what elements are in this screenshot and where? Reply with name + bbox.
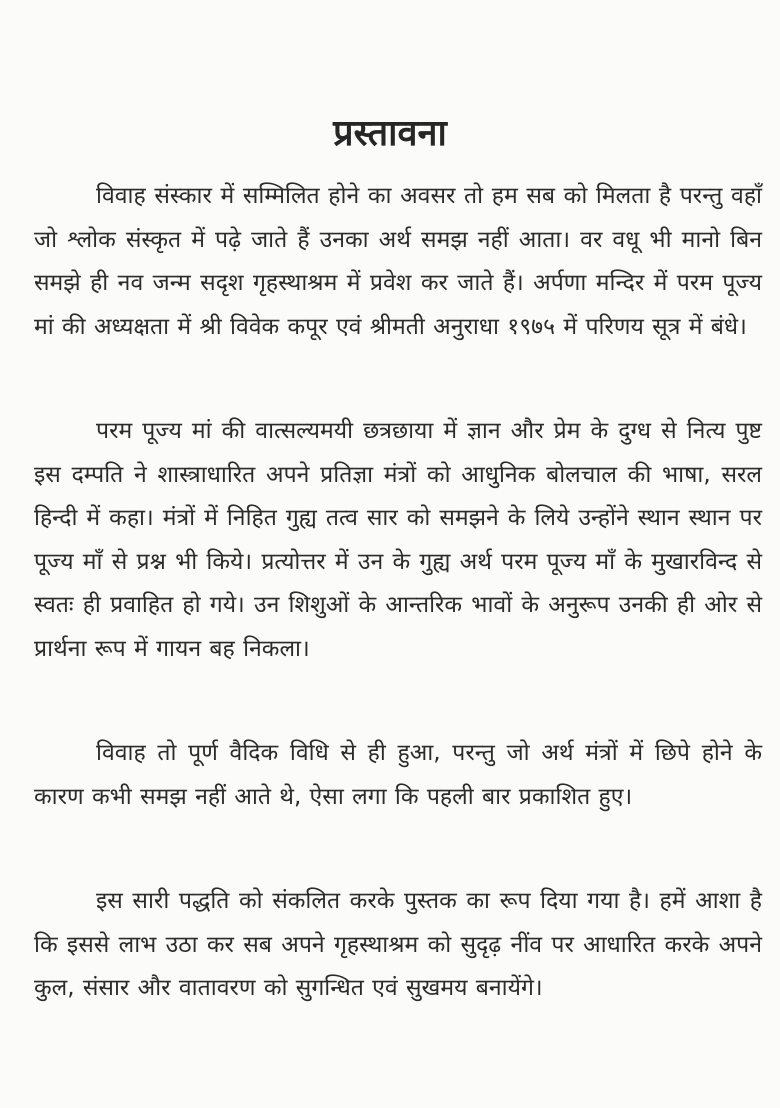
paragraph-2: परम पूज्य मां की वात्सल्यमयी छत्रछाया में ज्ञान और प्रेम के दुग्ध से नित्य पुष्ट इस दम्पति ने शास्त्राधारित अपने प्रतिज्ञा मंत्रों को आधुनिक बोलचाल की भाषा, सरल हिन्दी में कहा। मंत्रों में निहित गुह्य तत्व सार को समझने के लिये उन्होंने स्थान स्थान पर पूज्य माँ से प्रश्न भी किये। प्रत्योत्तर में उन के गुह्य अर्थ परम पूज्य माँ के मुखारविन्द से स्वतः ही प्रवाहित हो गये। उन शिशुओं के आन्तरिक भावों के अनुरूप उनकी ही ओर से प्रार्थना रूप में गायन बह निकला। — [34, 418, 762, 662]
paragraph-3: विवाह तो पूर्ण वैदिक विधि से ही हुआ, परन्तु जो अर्थ मंत्रों में छिपे होने के कारण कभी समझ नहीं आते थे, ऐसा लगा कि पहली बार प्रकाशित हुए। — [34, 740, 762, 810]
paragraph-1: विवाह संस्कार में सम्मिलित होने का अवसर तो हम सब को मिलता है परन्तु वहाँ जो श्लोक संस्कृत में पढ़े जाते हैं उनका अर्थ समझ नहीं आता। वर वधू भी मानो बिन समझे ही नव जन्म सदृश गृहस्थाश्रम में प्रवेश कर जाते हैं। अर्पणा मन्दिर में परम पूज्य मां की अध्यक्षता में श्री विवेक कपूर एवं श्रीमती अनुराधा १९७५ में परिणय सूत्र में बंधे। — [34, 183, 762, 340]
paragraph-4: इस सारी पद्धति को संकलित करके पुस्तक का रूप दिया गया है। हमें आशा है कि इससे लाभ उठा कर सब अपने गृहस्थाश्रम को सुदृढ़ नींव पर आधारित करके अपने कुल, संसार और वातावरण को सुगन्धित एवं सुखमय बनायेंगे। — [34, 888, 762, 1001]
page-title: प्रस्तावना — [333, 113, 447, 155]
